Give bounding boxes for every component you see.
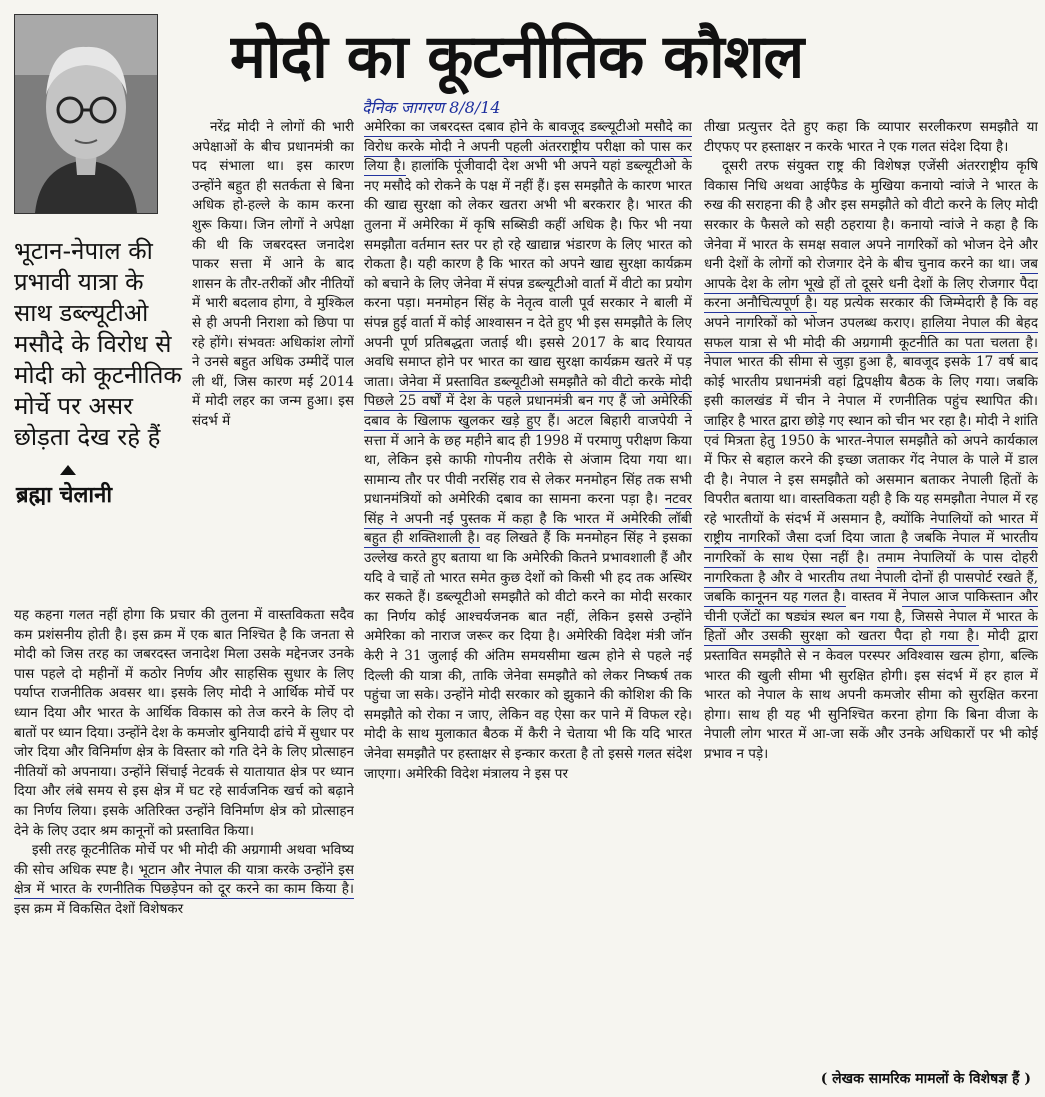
paragraph [14, 841, 354, 919]
underlined-passage: नेपाल आज पाकिस्तान और चीनी एजेंटों का षड्यंत्र स्थल बन गया है, जिससे नेपाल में भारत के हितों और उसकी सुरक्षा को खतरा पैदा हो गया है। [704, 589, 1038, 645]
paragraph: नरेंद्र मोदी ने लोगों की भारी अपेक्षाओं के बीच प्रधानमंत्री का पद संभाला था। इस कारण उन्होंने बहुत ही सतर्कता से बिना अधिक हो-हल्ले के काम करना शुरू किया। जिन लोगों ने अपेक्षा की थी कि जबरदस्त जनादेश पाकर सत्ता में आने के बाद शासन के तौर-तरीकों और नीतियों में भारी बदलाव होगा, वे मुश्किल से ही अपनी निराशा को छिपा पा रहे होंगे। संभवतः अधिकांश लोगों ने उनसे बहुत अधिक उम्मीदें पाल ली थीं, जिस कारण मई 2014 में मोदी लहर का जन्म हुआ। इस संदर्भ में [192, 119, 354, 429]
underlined-passage: नेपालियों को भारत में राष्ट्रीय नागरिकों जैसा दर्जा दिया जाता है जबकि नेपाल में भारतीय नागरिकों के साथ ऐसा नहीं है। [704, 510, 1038, 567]
author-credit-note: ( लेखक सामरिक मामलों के विशेषज्ञ हैं ) [820, 1071, 1031, 1087]
paragraph-text: मोदी ने शांति एवं मित्रता हेतु 1950 के भारत-नेपाल समझौते को अपने कार्यकाल में फिर से बहाल करने की इच्छा जताकर गेंद नेपाल के पाले में डाल दी है। नेपाल ने इस समझौते को असमान बताकर नेपाली हितों के विपरीत बताया था। वास्तविकता यही है कि यह समझौता नेपाल में रह रहे भारतीयों के संदर्भ में असमान है, क्योंकि [704, 412, 1038, 527]
column-2 [364, 118, 692, 1097]
underlined-passage: अमेरिका का जबरदस्त दबाव होने के बावजूद डब्ल्यूटीओ मसौदे का विरोध करके मोदी ने अपनी पहली अंतरराष्ट्रीय परीक्षा को पास कर लिया है। [364, 119, 692, 175]
column-3 [704, 118, 1038, 1097]
sidebar-pull-quote [14, 236, 184, 508]
paragraph [704, 157, 1038, 764]
paragraph-text: इस क्रम में विकसित देशों विशेषकर [14, 900, 184, 917]
paragraph-text: मोदी द्वारा प्रस्तावित समझौते से न केवल परस्पर अविश्वास खत्म होगा, बल्कि भारत की खुली सीमा भी सुरक्षित होगी। इस संदर्भ में हर हाल में भारत को नेपाल के साथ अपनी कमजोर सीमा को सुरक्षित करना होगा। साथ ही यह भी सुनिश्चित करना होगा कि बिना वीजा के नेपाली लोग भारत में आ-जा सकें और उनके अधिकारों पर भी कोई प्रभाव न पड़े। [704, 628, 1038, 762]
paragraph-text: हालांकि पूंजीवादी देश अभी भी अपने यहां डब्ल्यूटीओ के नए मसौदे को रोकने के पक्ष में नहीं हैं। इस समझौते के कारण भारत की खाद्य सुरक्षा को लेकर खतरा अभी भी बरकरार है। भारत की तुलना में अमेरिका में कृषि सब्सिडी कहीं अधिक है। फिर भी नया समझौता वर्तमान स्तर पर हो रहे खाद्यान्न भंडारण के लिए भारत को रोकता है। यही कारण है कि भारत को अपने खाद्य सुरक्षा कार्यक्रम को बचाने के लिए जेनेवा में संपन्न डब्ल्यूटीओ वार्ता में वीटो का प्रयोग करना पड़ा। मनमोहन सिंह के नेतृत्व वाली पूर्व सरकार ने बाली में संपन्न हुई वार्ता में कोई आश्वासन न देते हुए भी इस समझौते के लिए अपनी पूर्ण प्रतिबद्धता जताई थी। इससे 2017 के बाद रियायत अवधि समाप्त होने पर भारत का खाद्य सुरक्षा कार्यक्रम खतरे में पड़ जाता। [364, 158, 692, 390]
paragraph-text: दूसरी तरफ संयुक्त राष्ट्र की विशेषज्ञ एजेंसी अंतरराष्ट्रीय कृषि विकास निधि अथवा आईफैड के मुखिया कनायो न्वांजे ने भारत के रुख की सराहना की है और इस समझौते को वीटो करने के लिए मोदी सरकार के फैसले को सही ठहराया है। कनायो न्वांजे ने कहा है कि जेनेवा में भारत के समक्ष सवाल अपने नागरिकों को भोजन देने और धनी देशों के लोगों को रोजगार देने के बीच चुनाव करने का था। [704, 158, 1038, 273]
paragraph-text: वह लिखते हैं कि मनमोहन सिंह ने इसका उल्लेख करते हुए बताया था कि अमेरिकी कितने प्रभावशाली हैं और यदि वे चाहें तो भारत समेत कुछ देशों को किसी भी हद तक अस्थिर कर सकते हैं। डब्ल्यूटीओ समझौते को वीटो करने का मोदी सरकार का निर्णय कोई आश्चर्यजनक बात नहीं, लेकिन इससे उन्होंने अमेरिका को नाराज जरूर कर दिया है। अमेरिकी विदेश मंत्री जॉन केरी ने 31 जुलाई की अंतिम समयसीमा खत्म होने से पहले नई दिल्ली की यात्रा की, ताकि जेनेवा समझौते को लेकर निष्कर्ष तक पहुंचा जा सके। उन्होंने मोदी सरकार को झुकाने की कोशिश की कि समझौते को रोका न जाए, लेकिन वह ऐसा कर पाने में विफल रहे। मोदी के साथ मुलाकात बैठक में कैरी ने चेताया भी कि यदि भारत जेनेवा समझौते पर हस्ताक्षर से इन्कार करता है तो इससे गलत संदेश जाएगा। अमेरिकी विदेश मंत्रालय ने इस पर [364, 530, 692, 782]
underlined-passage: नटवर सिंह ने अपनी नई पुस्तक में कहा है कि भारत में अमेरिकी लॉबी बहुत ही शक्तिशाली है। [364, 491, 692, 547]
column-1-top [192, 118, 354, 604]
underlined-passage: जेनेवा में प्रस्तावित डब्ल्यूटीओ समझौते को वीटो करके मोदी पिछले 25 वर्षों में देश के पहले प्रधानमंत्री बन गए हैं जो अमेरिकी दबाव के खिलाफ खुलकर खड़े हुए हैं। [364, 373, 692, 429]
paragraph-text: यह प्रत्येक सरकार की जिम्मेदारी है कि वह अपने नागरिकों को भोजन उपलब्ध कराए। [704, 295, 1038, 331]
paragraph [364, 118, 692, 784]
paragraph: यह कहना गलत नहीं होगा कि प्रचार की तुलना में वास्तविकता सदैव कम प्रशंसनीय होती है। इस क्रम में एक बात निश्चित है कि जनता से मोदी को जिस तरह का जबरदस्त जनादेश मिला उसके मद्देनजर उनके पास पहले दो महीनों में कठोर निर्णय और साहसिक सुधार के लिए पर्याप्त राजनीतिक अवसर था। इसके लिए मोदी ने आर्थिक मोर्चे पर ध्यान दिया और भारत के आर्थिक विकास को तेज करने के लिए दो बातों पर ध्यान दिया। उन्होंने देश के कमजोर बुनियादी ढांचे में सुधार पर जोर दिया और विनिर्माण क्षेत्र के विस्तार को गति देने के लिए प्रोत्साहन नीतियों को अपनाया। उन्होंने सिंचाई नेटवर्क से यातायात क्षेत्र पर ध्यान दिया और लंबे समय से इस क्षेत्र में घट रहे सार्वजनिक खर्च को बढ़ाने का निर्णय लिया। इसके अतिरिक्त उन्होंने विनिर्माण क्षेत्र को प्रोत्साहन देने के लिए उदार श्रम कानूनों को प्रस्तावित किया। [14, 607, 354, 839]
paragraph: तीखा प्रत्युत्तर देते हुए कहा कि व्यापार सरलीकरण समझौते या टीएफए पर हस्ताक्षर न करके भारत ने एक गलत संदेश दिया है। [704, 119, 1038, 155]
underlined-passage: जाहिर है भारत द्वारा छोड़े गए स्थान को चीन भर रहा है। [704, 412, 972, 429]
paragraph-text: नेपाल भारत की सीमा से जुड़ा हुआ है, बावजूद इसके 17 वर्ष बाद कोई भारतीय प्रधानमंत्री वहां द्विपक्षीय बैठक के लिए गया। जबकि इसी कालखंड में चीन ने नेपाल में रणनीतिक पहुंच स्थापित की। [704, 354, 1038, 410]
author-byline: ब्रह्मा चेलानी [16, 483, 113, 508]
paragraph-text: अटल बिहारी वाजपेयी ने सत्ता में आने के छह महीने बाद ही 1998 में परमाणु परीक्षण किया था, लेकिन इसे काफी गोपनीय तरीके से अंजाम दिया गया था। सामान्य तौर पर पीवी नरसिंह राव से लेकर मनमोहन सिंह तक सभी प्रधानमंत्रियों को अमेरिकी दबाव का सामना करना पड़ा है। [364, 412, 692, 508]
paragraph-text: इसी तरह कूटनीतिक मोर्चे पर भी मोदी की अग्रगामी अथवा भविष्य की सोच अधिक स्पष्ट है। [14, 842, 354, 878]
handwritten-date-note: दैनिक जागरण 8/8/14 [362, 98, 501, 117]
triangle-icon [60, 465, 76, 475]
headline: मोदी का कूटनीतिक कौशल [230, 22, 804, 92]
underlined-passage: हालिया नेपाल की बेहद सफल यात्रा से भी मोदी की अग्रगामी कूटनीति का पता चलता है। [704, 314, 1038, 351]
author-photo [14, 14, 158, 214]
author-portrait-illustration [15, 15, 157, 213]
underlined-passage: भूटान और नेपाल की यात्रा करके उन्होंने इस क्षेत्र में भारत के रणनीतिक पिछड़ेपन को दूर करने का काम किया है। [14, 861, 354, 898]
column-1-bottom [14, 606, 354, 1097]
underlined-passage: तमाम नेपालियों के पास दोहरी नागरिकता है और वे भारतीय तथा नेपाली दोनों ही पासपोर्ट रखते हैं, जबकि कानूनन यह गलत है। [704, 550, 1038, 606]
paragraph-text: वास्तव में [851, 589, 897, 606]
underlined-passage: जब आपके देश के लोग भूखे हों तो दूसरे धनी देशों के लिए रोजगार पैदा करना अनौचित्यपूर्ण है। [704, 256, 1038, 312]
pull-quote: भूटान-नेपाल की प्रभावी यात्रा के साथ डब्ल्यूटीओ मसौदे के विरोध से मोदी को कूटनीतिक मोर्चे पर असर छोड़ता देख रहे हैं [14, 237, 182, 451]
